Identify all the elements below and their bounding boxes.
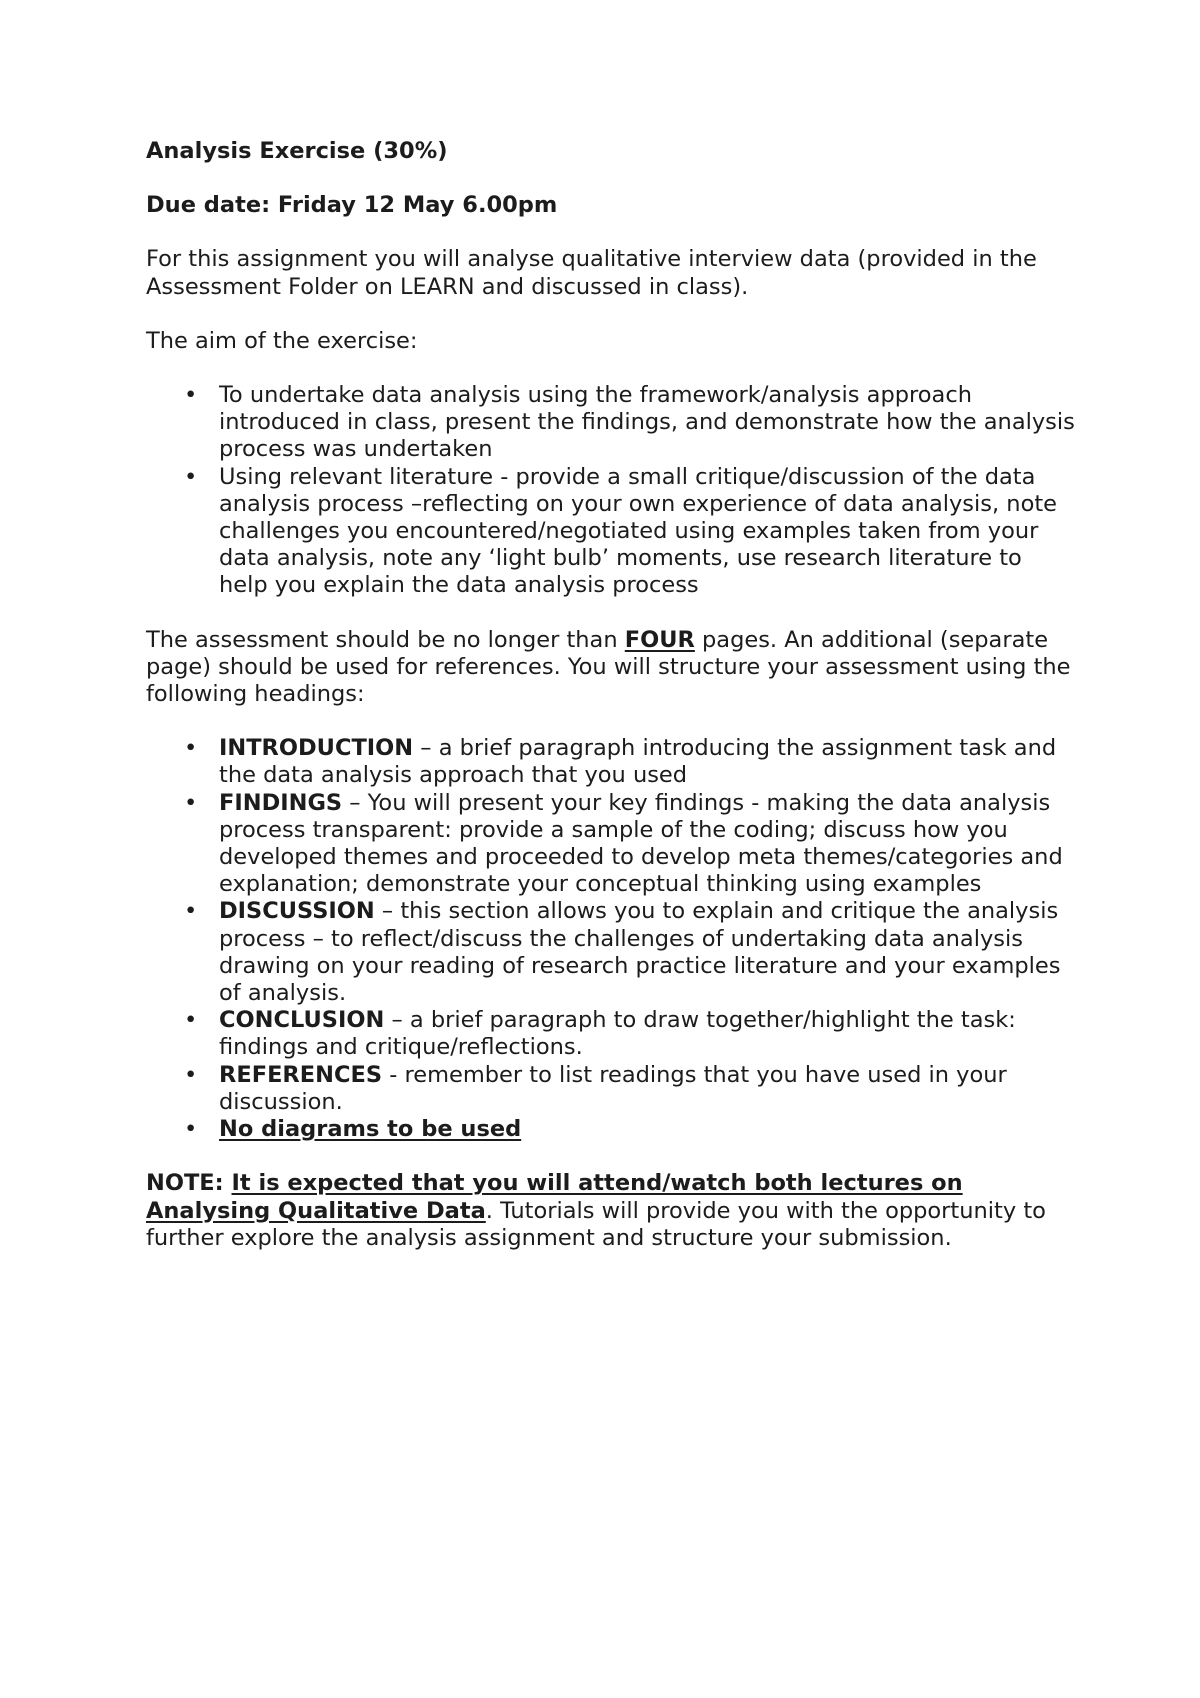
aim-text: To undertake data analysis using the framework/analysis approach introduced in class, present the findings, and demonstrate how the analysis process was undertaken [219,382,1075,463]
heading-description: – a brief paragraph introducing the assignment task and the data analysis approach that you used [219,735,1057,789]
heading-description: – this section allows you to explain and critique the analysis process – to reflect/discuss the challenges of undertaking data analysis drawing on your reading of research practice literature and your examples of analysis. [219,898,1061,1007]
assessment-text-after: pages. An additional (separate page) should be used for references. You will structure your assessment using the following headings: [146,626,1071,708]
bullet-icon: • [184,1007,198,1034]
no-diagrams-note: No diagrams to be used [219,1116,522,1143]
note-paragraph [146,1170,1076,1252]
list-item [146,382,1076,464]
page-limit-emphasis: FOUR [624,626,695,653]
aim-heading: The aim of the exercise: [146,327,418,354]
list-item [146,1116,1076,1143]
assessment-paragraph [146,627,1076,709]
bullet-icon: • [184,463,198,490]
heading-term: CONCLUSION [219,1007,385,1034]
bullet-icon: • [184,1061,198,1088]
list-item [146,1007,1076,1061]
document-title: Analysis Exercise (30%) [146,138,448,164]
bullet-icon: • [184,789,198,816]
list-item [146,1062,1076,1116]
heading-description: - remember to list readings that you have used in your discussion. [219,1061,1007,1115]
note-rest: . Tutorials will provide you with the opportunity to further explore the analysis assignment and structure your submission. [146,1197,1046,1251]
intro-paragraph: For this assignment you will analyse qualitative interview data (provided in the Assessment Folder on LEARN and discussed in class). [146,246,1037,300]
list-item [146,790,1076,899]
heading-description: – a brief paragraph to draw together/highlight the task: findings and critique/reflections. [219,1007,1016,1061]
assessment-text-before: The assessment should be no longer than [146,626,625,653]
heading-term: INTRODUCTION [219,735,414,762]
document-page [146,138,1076,1252]
note-label: NOTE: [146,1170,232,1197]
bullet-icon: • [184,735,198,762]
due-date: Due date: Friday 12 May 6.00pm [146,192,558,219]
list-item [146,898,1076,1007]
bullet-icon: • [184,1116,198,1143]
headings-list [146,735,1076,1143]
note-emphasis: It is expected that you will attend/watch both lectures on Analysing Qualitative Data [146,1170,963,1224]
aim-text: Using relevant literature - provide a small critique/discussion of the data analysis process –reflecting on your own experience of data analysis, note challenges you encountered/negotiated using examples taken from your data analysis, note any ‘light bulb’ moments, use research literature to help you explain the data analysis process [219,463,1057,599]
heading-term: DISCUSSION [219,898,375,925]
heading-term: FINDINGS [219,789,343,816]
bullet-icon: • [184,898,198,925]
list-item [146,735,1076,789]
bullet-icon: • [184,382,198,409]
list-item [146,464,1076,600]
heading-description: – You will present your key findings - making the data analysis process transparent: provide a sample of the coding; discuss how you developed themes and proceeded to develop meta themes/categories and explanation; demonstrate your conceptual thinking using examples [219,789,1063,898]
aims-list [146,382,1076,600]
heading-term: REFERENCES [219,1061,383,1088]
